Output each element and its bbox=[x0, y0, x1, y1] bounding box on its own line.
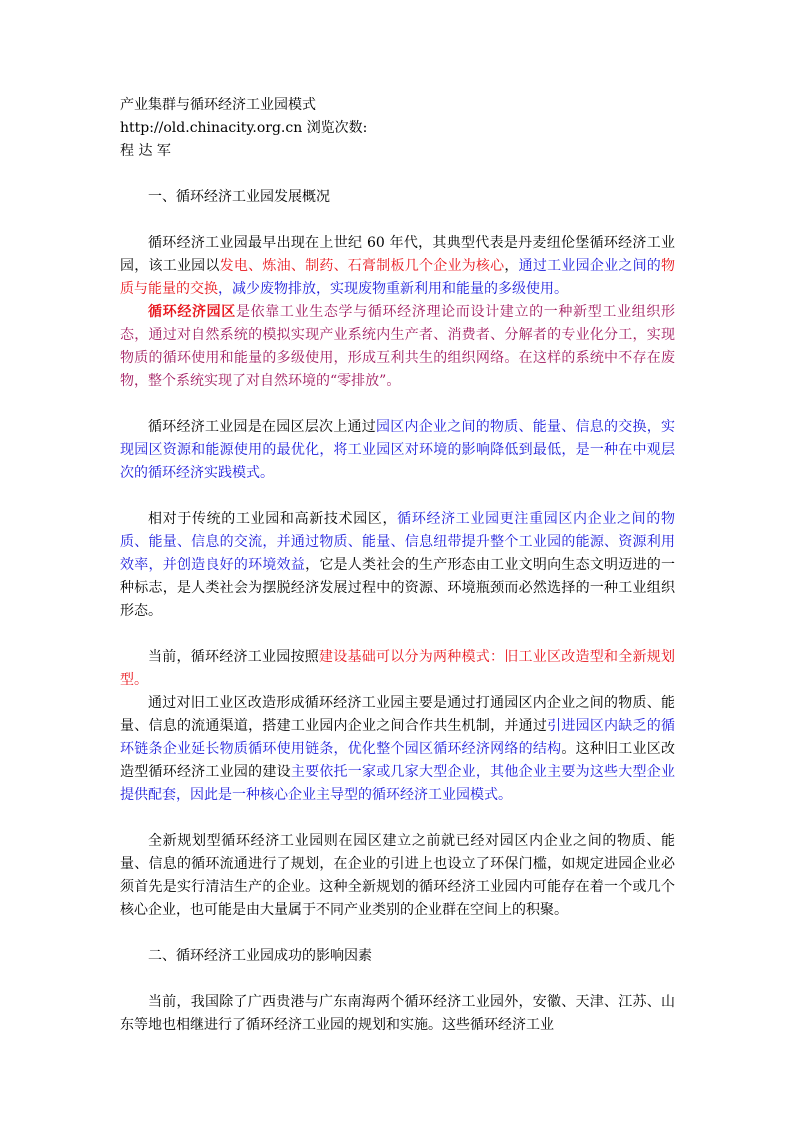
source-line bbox=[120, 117, 675, 140]
paragraph-6: 通过对旧工业区改造形成循环经济工业园主要是通过打通园区内企业之间的物质、能量、信息的流通渠道，搭建工业园内企业之间合作共生机制，并通过引进园区内缺乏的循环链条企业延长物质循环使用链条，优化整个园区循环经济网络的结构。这种旧工业区改造型循环经济工业园的建设主要依托一家或几家大型企业，其他企业主要为这些大型企业提供配套，因此是一种核心企业主导型的循环经济工业园模式。 bbox=[120, 695, 676, 803]
highlight-term: 循环经济园区 bbox=[148, 304, 236, 320]
paragraph-1: 循环经济工业园最早出现在上世纪 60 年代，其典型代表是丹麦纽伦堡循环经济工业园，该工业园以发电、炼油、制药、石膏制板几个企业为核心，通过工业园企业之间的物质与能量的交换，减少废物排放，实现废物重新利用和能量的多级使用。 bbox=[120, 235, 676, 297]
paragraph-4: 相对于传统的工业园和高新技术园区，循环经济工业园更注重园区内企业之间的物质、能量、信息的交流，并通过物质、能量、信息纽带提升整个工业园的能源、资源利用效率，并创造良好的环境效益，它是人类社会的生产形态由工业文明向生态文明迈进的一种标志，是人类社会为摆脱经济发展过程中的资源、环境瓶颈而必然选择的一种工业组织形态。 bbox=[120, 511, 675, 619]
highlight-material-energy-exchange: 物质与能量的交换 bbox=[120, 258, 676, 297]
paragraph-8: 当前，我国除了广西贵港与广东南海两个循环经济工业园外，安徽、天津、江苏、山东等地也相继进行了循环经济工业园的规划和实施。这些循环经济工业 bbox=[120, 994, 675, 1033]
paragraph-5: 当前，循环经济工业园按照建设基础可以分为两种模式：旧工业区改造型和全新规划型。 bbox=[120, 649, 675, 688]
author: 程 达 军 bbox=[120, 143, 171, 159]
highlight-core-enterprises: 发电、炼油、制药、石膏制板几个企业为核心 bbox=[219, 258, 505, 274]
document-page bbox=[120, 94, 675, 1037]
section-heading-1: 一、循环经济工业园发展概况 bbox=[148, 189, 330, 205]
section-heading-2: 二、循环经济工业园成功的影响因素 bbox=[148, 948, 372, 964]
paragraph-3: 循环经济工业园是在园区层次上通过园区内企业之间的物质、能量、信息的交换，实现园区资源和能源使用的最优化，将工业园区对环境的影响降低到最低，是一种在中观层次的循环经济实践模式。 bbox=[120, 419, 675, 481]
views-label: 浏览次数: bbox=[306, 120, 368, 136]
source-url[interactable]: http://old.chinacity.org.cn bbox=[120, 120, 303, 136]
paragraph-7: 全新规划型循环经济工业园则在园区建立之前就已经对园区内企业之间的物质、能量、信息的循环流通进行了规划，在企业的引进上也设立了环保门槛，如规定进园企业必须首先是实行清洁生产的企业。这种全新规划的循环经济工业园内可能存在着一个或几个核心企业，也可能是由大量属于不同产业类别的企业群在空间上的积聚。 bbox=[120, 833, 675, 918]
article-title: 产业集群与循环经济工业园模式 bbox=[120, 97, 316, 113]
paragraph-2: 循环经济园区是依靠工业生态学与循环经济理论而设计建立的一种新型工业组织形态，通过对自然系统的模拟实现产业系统内生产者、消费者、分解者的专业化分工，实现物质的循环使用和能量的多级使用，形成互利共生的组织网络。在这样的系统中不存在废物，整个系统实现了对自然环境的“零排放”。 bbox=[120, 304, 676, 389]
